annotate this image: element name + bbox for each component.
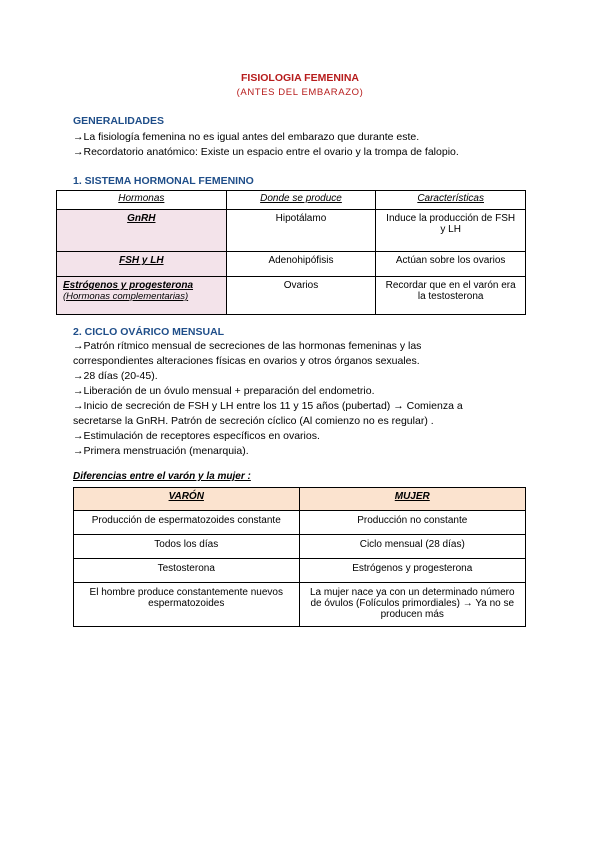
ciclo-line: →Liberación de un óvulo mensual + preparación del endometrio. <box>73 385 375 397</box>
hormone-note: (Hormonas complementarias) <box>63 291 189 302</box>
column-header: Características <box>376 191 526 210</box>
hormone-place: Adenohipófisis <box>226 252 376 277</box>
column-header: VARÓN <box>74 488 300 511</box>
column-header: Donde se produce <box>226 191 376 210</box>
ciclo-line: correspondientes alteraciones físicas en ovarios y otros órganos sexuales. <box>73 355 420 367</box>
hormone-characteristic: Recordar que en el varón era la testosterona <box>376 277 526 315</box>
table-row <box>74 583 526 627</box>
table-cell: Ciclo mensual (28 días) <box>299 535 525 559</box>
ciclo-line: secretarse la GnRH. Patrón de secreción cíclico (Al comienzo no es regular) . <box>73 415 434 427</box>
table-row <box>74 511 526 535</box>
ciclo-heading: 2. CICLO OVÁRICO MENSUAL <box>73 326 225 338</box>
table-cell: Estrógenos y progesterona <box>299 559 525 583</box>
diferencias-label: Diferencias entre el varón y la mujer : <box>73 471 251 482</box>
generalidades-heading: GENERALIDADES <box>73 115 165 127</box>
table-cell: Testosterona <box>74 559 300 583</box>
sistema-hormonal-heading: 1. SISTEMA HORMONAL FEMENINO <box>73 175 254 187</box>
hormone-place: Hipotálamo <box>226 210 376 252</box>
hormone-name-cell <box>57 277 227 315</box>
table-cell: La mujer nace ya con un determinado número de óvulos (Folículos primordiales) → Ya no se producen más <box>299 583 525 627</box>
table-row <box>57 277 526 315</box>
column-header: MUJER <box>299 488 525 511</box>
ciclo-line: →Patrón rítmico mensual de secreciones de las hormonas femeninas y las <box>73 340 422 352</box>
hormone-place: Ovarios <box>226 277 376 315</box>
generalidades-line: →La fisiología femenina no es igual antes del embarazo que durante este. <box>73 131 420 143</box>
hormone-characteristic: Actúan sobre los ovarios <box>376 252 526 277</box>
differences-table <box>73 487 526 627</box>
ciclo-line: →Estimulación de receptores específicos en ovarios. <box>73 430 320 442</box>
table-cell: Producción no constante <box>299 511 525 535</box>
table-cell: Producción de espermatozoides constante <box>74 511 300 535</box>
page-subtitle: (ANTES DEL EMBARAZO) <box>236 87 364 98</box>
table-header-row <box>57 191 526 210</box>
hormone-name: FSH y LH <box>57 252 227 277</box>
table-row <box>57 210 526 252</box>
ciclo-line: →Primera menstruación (menarquia). <box>73 445 249 457</box>
page-title: FISIOLOGIA FEMENINA <box>240 72 360 84</box>
hormone-name: GnRH <box>57 210 227 252</box>
table-cell: Todos los días <box>74 535 300 559</box>
table-cell: El hombre produce constantemente nuevos espermatozoides <box>74 583 300 627</box>
table-row <box>57 252 526 277</box>
table-header-row <box>74 488 526 511</box>
hormone-name: Estrógenos y progesterona <box>63 280 194 291</box>
ciclo-line: →Inicio de secreción de FSH y LH entre los 11 y 15 años (pubertad) → Comienza a <box>73 400 463 412</box>
table-row <box>74 535 526 559</box>
generalidades-line: →Recordatorio anatómico: Existe un espacio entre el ovario y la trompa de falopio. <box>73 146 459 158</box>
hormone-table <box>56 190 526 315</box>
ciclo-line: →28 días (20-45). <box>73 370 158 382</box>
column-header: Hormonas <box>57 191 227 210</box>
table-row <box>74 559 526 583</box>
hormone-characteristic: Induce la producción de FSH y LH <box>376 210 526 252</box>
